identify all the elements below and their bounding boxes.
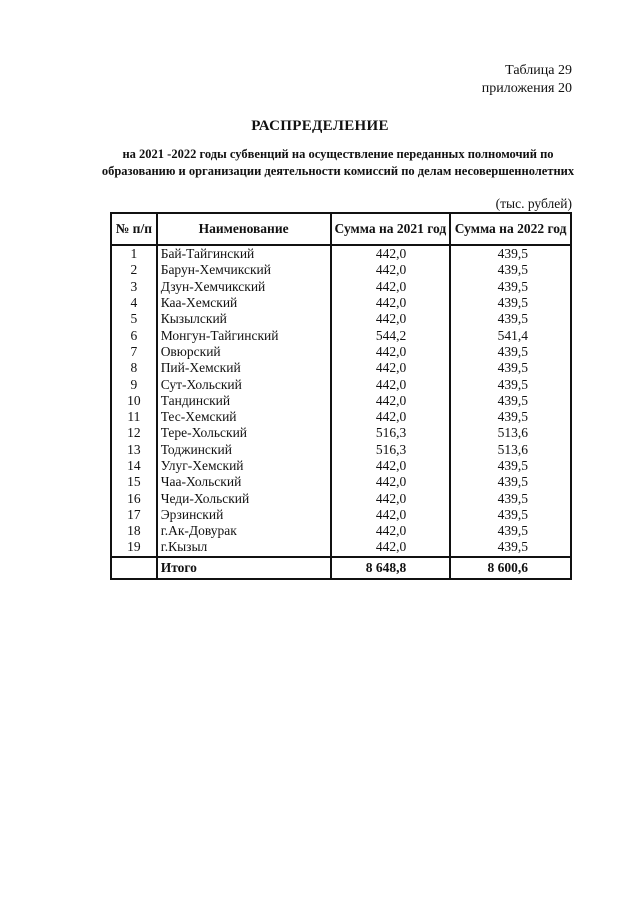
table-reference <box>482 62 572 98</box>
total-number-cell <box>111 557 157 579</box>
total-sum-2021: 8 648,8 <box>331 557 451 579</box>
row-sum-2021: 442,0 <box>331 295 451 311</box>
row-name: Монгун-Тайгинский <box>157 327 331 343</box>
table-row <box>111 458 571 474</box>
row-sum-2022: 439,5 <box>450 262 571 278</box>
row-number: 18 <box>111 523 157 539</box>
row-sum-2021: 442,0 <box>331 539 451 556</box>
row-number: 2 <box>111 262 157 278</box>
row-sum-2021: 442,0 <box>331 458 451 474</box>
header-sum-2022: Сумма на 2022 год <box>450 213 571 245</box>
row-sum-2021: 516,3 <box>331 425 451 441</box>
row-sum-2022: 439,5 <box>450 344 571 360</box>
row-number: 19 <box>111 539 157 556</box>
row-number: 1 <box>111 245 157 262</box>
row-sum-2021: 442,0 <box>331 393 451 409</box>
table-row <box>111 523 571 539</box>
row-sum-2022: 439,5 <box>450 458 571 474</box>
row-sum-2021: 516,3 <box>331 442 451 458</box>
table-body <box>111 245 571 579</box>
table-row <box>111 490 571 506</box>
row-name: Пий-Хемский <box>157 360 331 376</box>
units-label: (тыс. рублей) <box>495 196 572 211</box>
row-sum-2021: 442,0 <box>331 376 451 392</box>
row-sum-2021: 442,0 <box>331 311 451 327</box>
row-number: 9 <box>111 376 157 392</box>
table-row <box>111 474 571 490</box>
table-row <box>111 360 571 376</box>
table-number: Таблица 29 <box>505 63 572 78</box>
row-name: Тес-Хемский <box>157 409 331 425</box>
distribution-table <box>110 212 572 580</box>
row-sum-2021: 442,0 <box>331 279 451 295</box>
row-sum-2021: 442,0 <box>331 474 451 490</box>
row-sum-2022: 439,5 <box>450 245 571 262</box>
table-row <box>111 539 571 556</box>
row-number: 16 <box>111 490 157 506</box>
row-sum-2021: 544,2 <box>331 327 451 343</box>
row-sum-2022: 439,5 <box>450 539 571 556</box>
row-name: Овюрский <box>157 344 331 360</box>
row-sum-2022: 439,5 <box>450 474 571 490</box>
table-row <box>111 442 571 458</box>
row-sum-2021: 442,0 <box>331 523 451 539</box>
row-sum-2022: 439,5 <box>450 360 571 376</box>
row-name: Чеди-Хольский <box>157 490 331 506</box>
row-name: Чаа-Хольский <box>157 474 331 490</box>
header-name: Наименование <box>157 213 331 245</box>
table-header-row <box>111 213 571 245</box>
table-row <box>111 393 571 409</box>
row-number: 13 <box>111 442 157 458</box>
row-sum-2021: 442,0 <box>331 507 451 523</box>
row-number: 15 <box>111 474 157 490</box>
row-name: Тандинский <box>157 393 331 409</box>
row-name: Улуг-Хемский <box>157 458 331 474</box>
row-number: 12 <box>111 425 157 441</box>
row-sum-2022: 439,5 <box>450 523 571 539</box>
row-name: Кызылский <box>157 311 331 327</box>
row-sum-2021: 442,0 <box>331 344 451 360</box>
row-sum-2021: 442,0 <box>331 490 451 506</box>
row-name: Эрзинский <box>157 507 331 523</box>
total-row <box>111 557 571 579</box>
row-name: Каа-Хемский <box>157 295 331 311</box>
table-row <box>111 279 571 295</box>
total-label: Итого <box>157 557 331 579</box>
row-sum-2021: 442,0 <box>331 409 451 425</box>
row-name: Тере-Хольский <box>157 425 331 441</box>
row-name: г.Ак-Довурак <box>157 523 331 539</box>
row-number: 17 <box>111 507 157 523</box>
row-number: 7 <box>111 344 157 360</box>
row-name: Дзун-Хемчикский <box>157 279 331 295</box>
row-sum-2021: 442,0 <box>331 262 451 278</box>
total-sum-2022: 8 600,6 <box>450 557 571 579</box>
document-title: РАСПРЕДЕЛЕНИЕ <box>251 118 389 134</box>
row-sum-2022: 439,5 <box>450 295 571 311</box>
row-number: 14 <box>111 458 157 474</box>
row-sum-2022: 541,4 <box>450 327 571 343</box>
row-name: Барун-Хемчикский <box>157 262 331 278</box>
row-number: 4 <box>111 295 157 311</box>
table-row <box>111 262 571 278</box>
row-number: 5 <box>111 311 157 327</box>
row-sum-2022: 439,5 <box>450 311 571 327</box>
row-name: Бай-Тайгинский <box>157 245 331 262</box>
table-row <box>111 507 571 523</box>
row-number: 11 <box>111 409 157 425</box>
row-number: 10 <box>111 393 157 409</box>
appendix-number: приложения 20 <box>481 81 572 96</box>
row-sum-2022: 439,5 <box>450 490 571 506</box>
row-sum-2022: 513,6 <box>450 442 571 458</box>
header-sum-2021: Сумма на 2021 год <box>331 213 451 245</box>
row-sum-2022: 513,6 <box>450 425 571 441</box>
row-name: Сут-Хольский <box>157 376 331 392</box>
row-number: 8 <box>111 360 157 376</box>
row-sum-2022: 439,5 <box>450 376 571 392</box>
row-number: 6 <box>111 327 157 343</box>
table-row <box>111 311 571 327</box>
table-row <box>111 245 571 262</box>
row-number: 3 <box>111 279 157 295</box>
document-subtitle: на 2021 -2022 годы субвенций на осуществление переданных полномочий по образованию и организации деятельности комиссий по делам несовершеннолетних <box>101 147 575 178</box>
table-row <box>111 344 571 360</box>
row-sum-2022: 439,5 <box>450 409 571 425</box>
table-row <box>111 425 571 441</box>
table-row <box>111 295 571 311</box>
table-row <box>111 327 571 343</box>
row-name: Тоджинский <box>157 442 331 458</box>
row-sum-2022: 439,5 <box>450 507 571 523</box>
row-name: г.Кызыл <box>157 539 331 556</box>
header-number: № п/п <box>111 213 157 245</box>
row-sum-2021: 442,0 <box>331 360 451 376</box>
row-sum-2021: 442,0 <box>331 245 451 262</box>
row-sum-2022: 439,5 <box>450 279 571 295</box>
table-row <box>111 409 571 425</box>
row-sum-2022: 439,5 <box>450 393 571 409</box>
table-row <box>111 376 571 392</box>
